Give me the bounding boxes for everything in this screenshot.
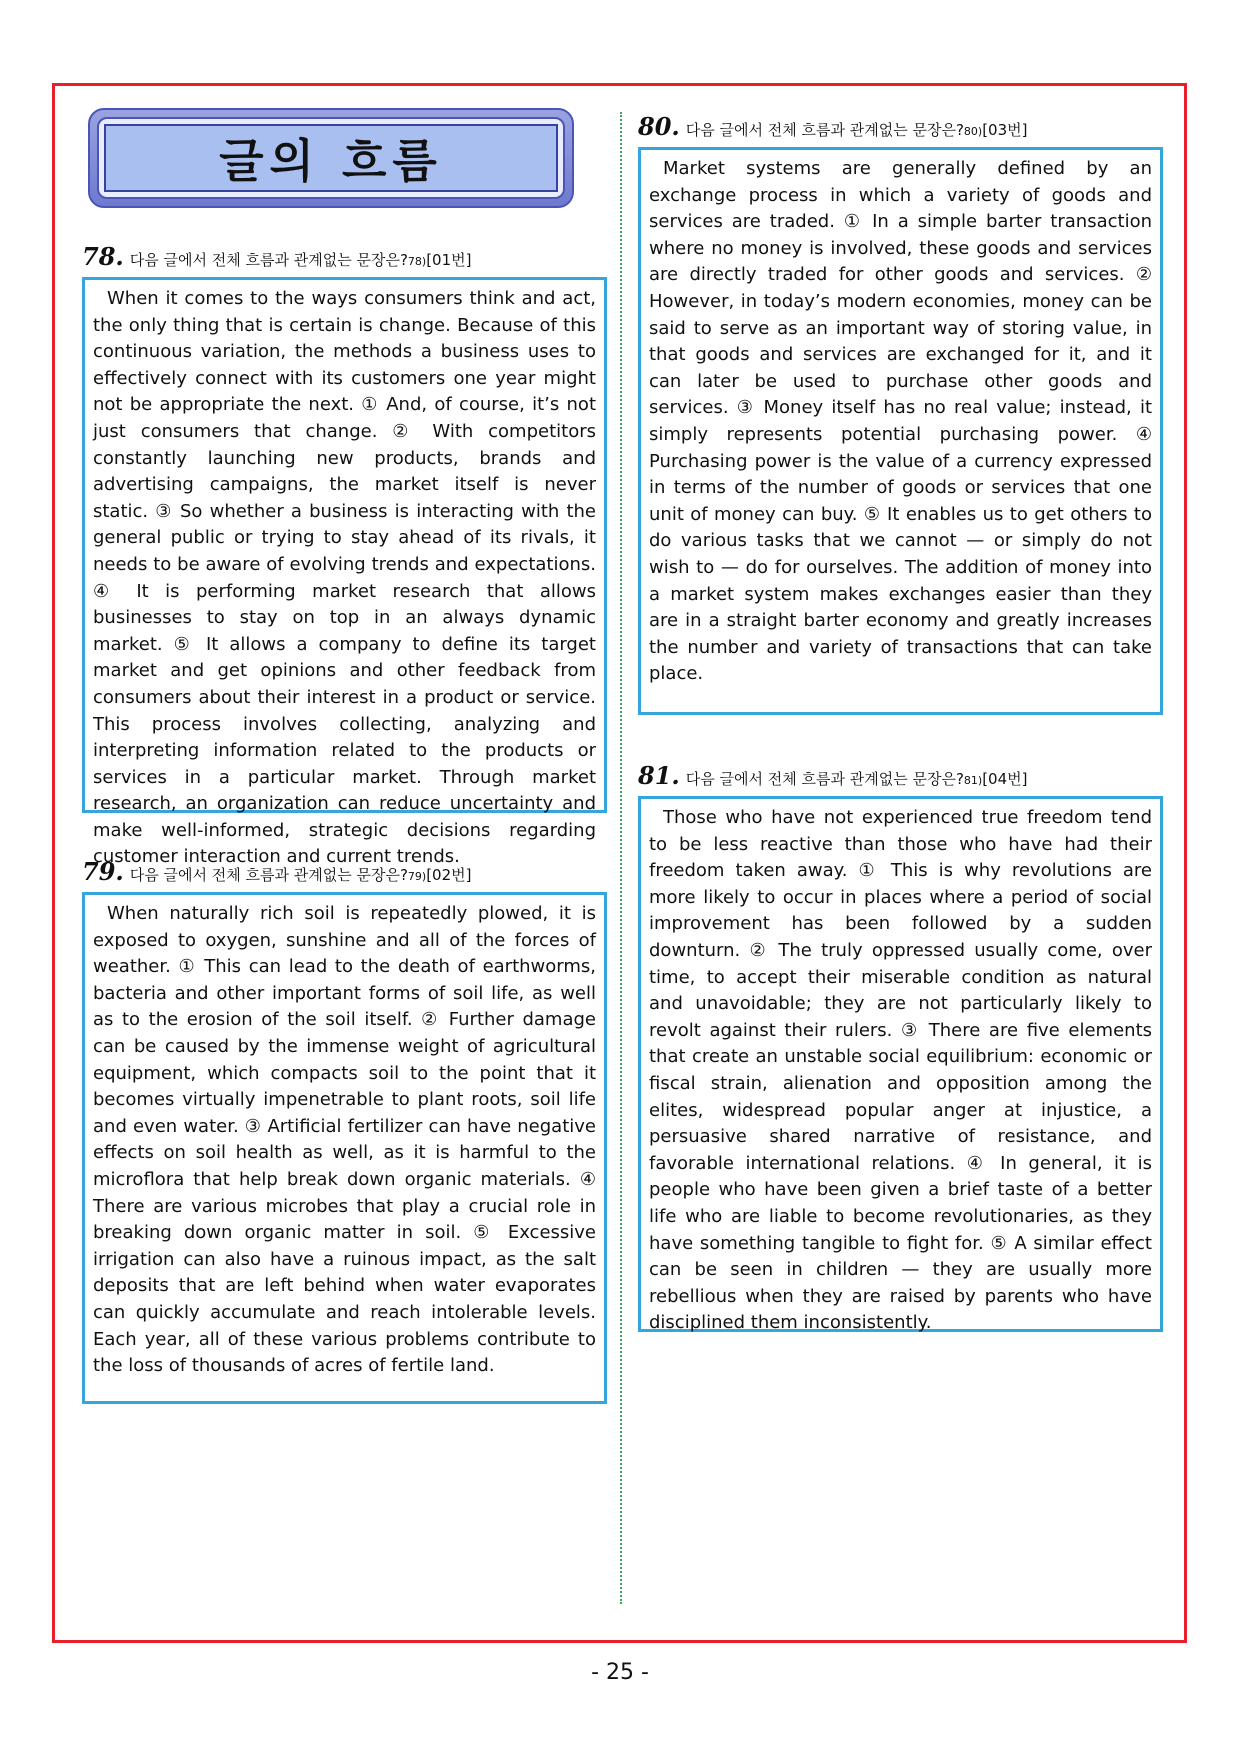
question-header-78 [82, 242, 607, 271]
question-prompt: 다음 글에서 전체 흐름과 관계없는 문장은? [685, 770, 964, 788]
passage-box-81 [638, 796, 1163, 1332]
question-header-81 [638, 761, 1163, 790]
passage-text: When it comes to the ways consumers think and act, the only thing that is certain is change. Because of this continuous variation, the methods a business uses to effectively connect with its customers one year might not be appropriate the next. ① And, of course, it’s not just consumers that change. ② With competitors constantly launching new products, brands and advertising campaigns, the market itself is never static. ③ So whether a business is interacting with the general public or trying to stay ahead of its rivals, it needs to be aware of evolving trends and expectations. ④ It is performing market research that allows businesses to stay on top in an always dynamic market. ⑤ It allows a company to define its target market and get opinions and other feedback from consumers about their interest in a product or service. This process involves collecting, analyzing and interpreting information related to the products or services in a particular market. Through market research, an organization can reduce uncertainty and make well-informed, strategic decisions regarding customer interaction and current trends. [93, 288, 596, 868]
question-ref: 80) [963, 125, 983, 138]
section-title-banner [88, 108, 574, 208]
question-ref: 78) [407, 255, 427, 268]
right-column [638, 112, 1163, 1332]
question-code: [03번] [982, 121, 1028, 139]
section-title: 글의 흐름 [104, 124, 558, 192]
question-header-80 [638, 112, 1163, 141]
question-number: 80. [638, 112, 680, 141]
question-ref: 79) [407, 870, 427, 883]
left-column [82, 108, 607, 1404]
question-ref: 81) [963, 774, 983, 787]
question-number: 79. [82, 857, 124, 886]
question-code: [04번] [982, 770, 1028, 788]
passage-text: Market systems are generally defined by an exchange process in which a variety of goods and services are traded. ① In a simple barter transaction where no money is involved, these goods and services are directly traded for other goods and services. ② However, in today’s modern economies, money can be said to serve as an important way of storing value, in that goods and services are exchanged for it, and it can later be used to purchase other goods and services. ③ Money itself has no real value; instead, it simply represents potential purchasing power. ④ Purchasing power is the value of a currency expressed in terms of the number of goods or services that one unit of money can buy. ⑤ It enables us to get others to do various tasks that we cannot — or simply do not wish to — do for ourselves. The addition of money into a market system makes exchanges easier than they are in a straight barter economy and greatly increases the number and variety of transactions that can take place. [649, 158, 1152, 685]
passage-text: Those who have not experienced true freedom tend to be less reactive than those who have had their freedom taken away. ① This is why revolutions are more likely to occur in places where a period of social improvement has been followed by a sudden downturn. ② The truly oppressed usually come, over time, to accept their miserable condition as natural and unavoidable; they are not particularly likely to revolt against their rulers. ③ There are five elements that create an unstable social equilibrium: economic or fiscal strain, alienation and opposition among the elites, widespread popular anger at injustice, a persuasive shared narrative of resistance, and favorable international relations. ④ In general, it is people who have been given a brief taste of a better life who are liable to become revolutionaries, as they have something tangible to fight for. ⑤ A similar effect can be seen in children — they are usually more rebellious when they are raised by parents who have disciplined them inconsistently. [649, 807, 1152, 1334]
page-number: - 25 - [591, 1660, 649, 1685]
passage-text: When naturally rich soil is repeatedly plowed, it is exposed to oxygen, sunshine and all of the forces of weather. ① This can lead to the death of earthworms, bacteria and other important forms of soil life, as well as to the erosion of the soil itself. ② Further damage can be caused by the immense weight of agricultural equipment, which compacts soil to the point that it becomes virtually impenetrable to plant roots, soil life and even water. ③ Artificial fertilizer can have negative effects on soil health as well, as it is harmful to the microflora that help break down organic materials. ④ There are various microbes that play a crucial role in breaking down organic matter in soil. ⑤ Excessive irrigation can also have a ruinous impact, as the salt deposits that are left behind when water evaporates can quickly accumulate and reach intolerable levels. Each year, all of these various problems contribute to the loss of thousands of acres of fertile land. [93, 903, 596, 1377]
passage-box-80 [638, 147, 1163, 715]
passage-box-79 [82, 892, 607, 1404]
column-divider [620, 112, 622, 1604]
question-code: [01번] [426, 251, 472, 269]
question-code: [02번] [426, 866, 472, 884]
question-number: 78. [82, 242, 124, 271]
question-prompt: 다음 글에서 전체 흐름과 관계없는 문장은? [685, 121, 964, 139]
question-prompt: 다음 글에서 전체 흐름과 관계없는 문장은? [129, 866, 408, 884]
question-number: 81. [638, 761, 680, 790]
passage-box-78 [82, 277, 607, 868]
question-prompt: 다음 글에서 전체 흐름과 관계없는 문장은? [129, 251, 408, 269]
